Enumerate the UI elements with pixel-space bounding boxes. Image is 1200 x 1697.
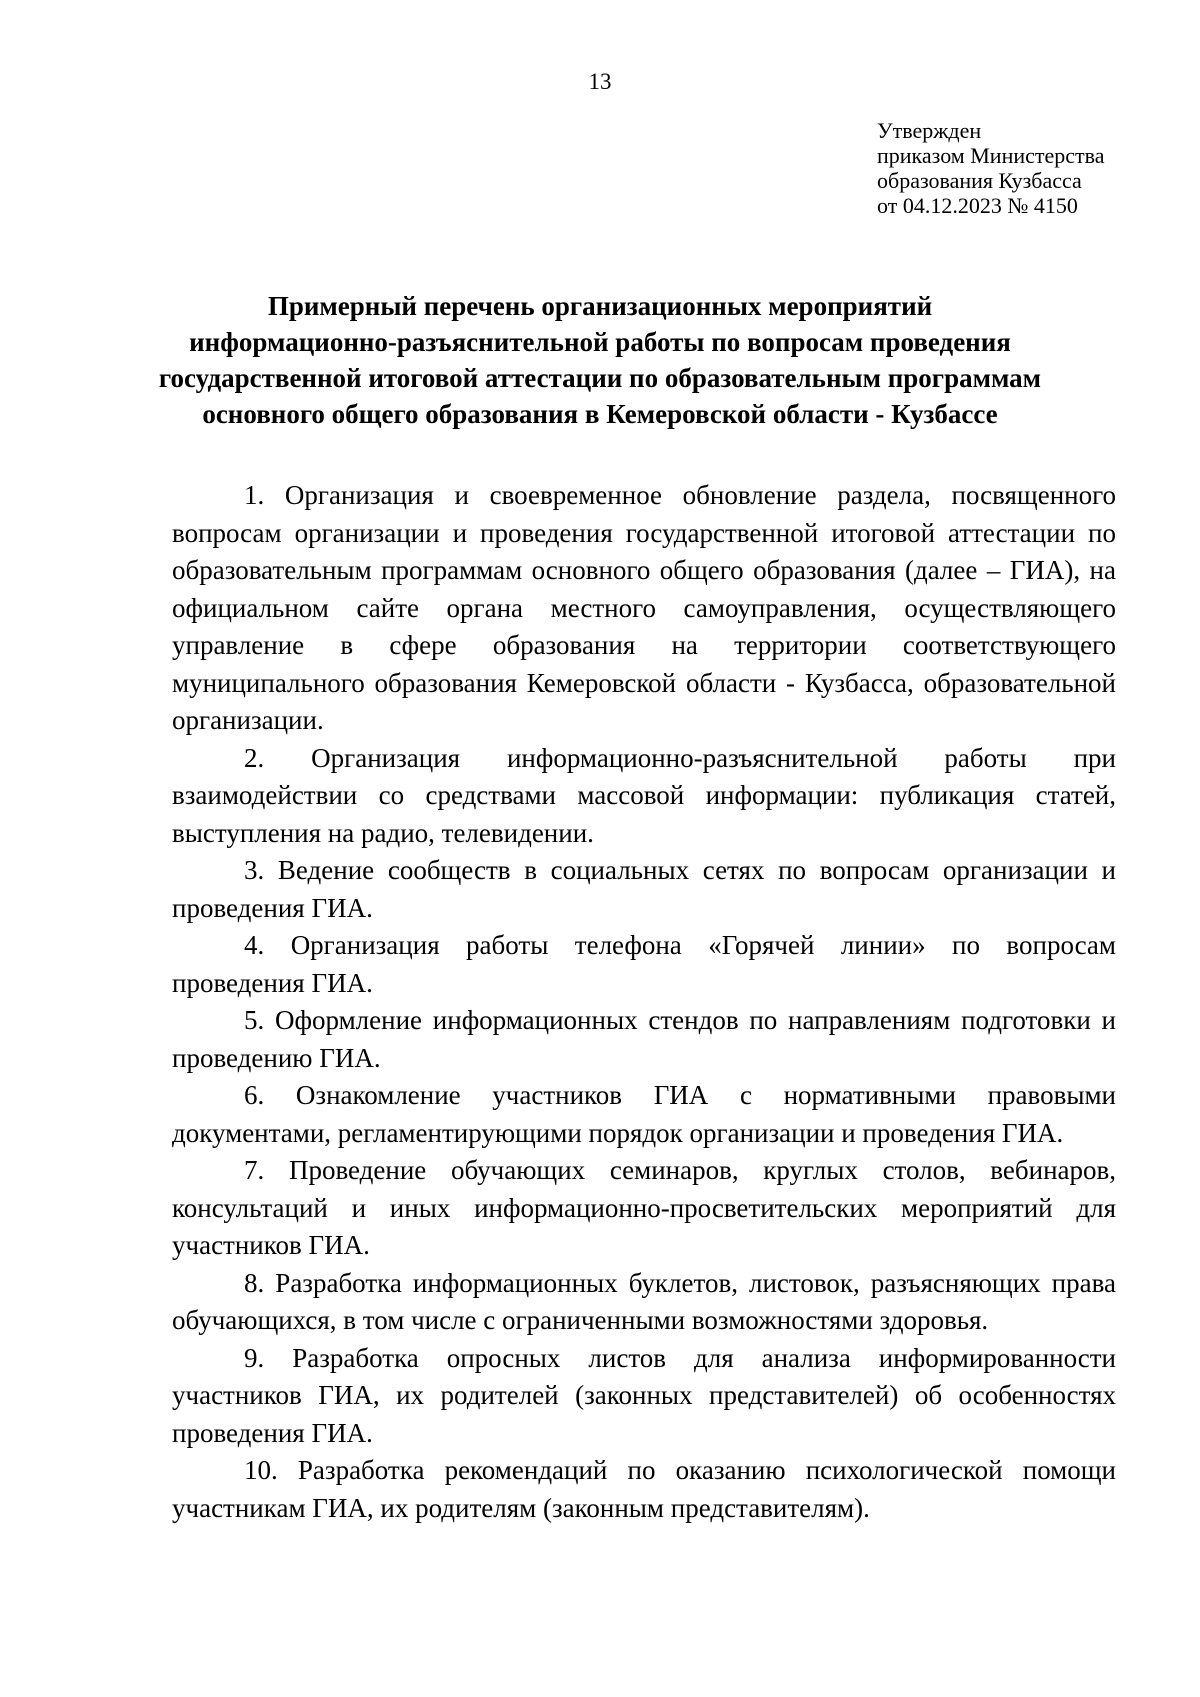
- title-line: государственной итоговой аттестации по образовательным программам: [158, 363, 1042, 393]
- list-item: [172, 1265, 1116, 1340]
- title-line: информационно-разъяснительной работы по вопросам проведения: [189, 327, 1011, 357]
- list-item: [172, 927, 1116, 1002]
- item-number: 8.: [244, 1267, 265, 1298]
- item-text: Ведение сообществ в социальных сетях по вопросам организации и проведения ГИА.: [172, 855, 1117, 923]
- item-text: Организация работы телефона «Горячей линии» по вопросам проведения ГИА.: [172, 930, 1116, 998]
- item-text: Разработка рекомендаций по оказанию психологической помощи участникам ГИА, их родителям (законным представителям).: [172, 1455, 1117, 1523]
- item-number: 1.: [244, 480, 265, 510]
- item-text: Разработка опросных листов для анализа информированности участников ГИА, их родителей (законных представителей) об особенностях проведения ГИА.: [172, 1342, 1117, 1448]
- item-number: 3.: [244, 855, 265, 885]
- item-text: Разработка информационных буклетов, листовок, разъясняющих права обучающихся, в том числе с ограниченными возможностями здоровья.: [172, 1267, 1116, 1335]
- title-line: основного общего образования в Кемеровской области - Кузбассе: [202, 399, 998, 429]
- item-number: 5.: [244, 1005, 265, 1035]
- item-number: 2.: [244, 742, 265, 773]
- list-item: [172, 1152, 1116, 1265]
- list-item: [172, 1002, 1116, 1077]
- item-text: Оформление информационных стендов по направлениям подготовки и проведению ГИА.: [172, 1005, 1116, 1073]
- title-line: Примерный перечень организационных мероприятий: [267, 291, 933, 321]
- item-text: Ознакомление участников ГИА с нормативными правовыми документами, регламентирующими порядок организации и проведения ГИА.: [172, 1080, 1117, 1148]
- list-item: [172, 1077, 1116, 1152]
- page-number: 13: [588, 69, 612, 94]
- approval-line: от 04.12.2023 № 4150: [877, 193, 1078, 218]
- item-number: 9.: [244, 1342, 265, 1373]
- item-number: 10.: [244, 1455, 278, 1485]
- item-number: 4.: [244, 930, 265, 960]
- list-item: [172, 852, 1116, 927]
- document-body: [172, 477, 1116, 1527]
- item-text: Проведение обучающих семинаров, круглых столов, вебинаров, консультаций и иных информационно-просветительских мероприятий для участников ГИА.: [172, 1155, 1116, 1260]
- approval-stamp-block: [877, 118, 1177, 218]
- list-item: [172, 477, 1116, 740]
- list-item: [172, 1340, 1116, 1453]
- list-item: [172, 1452, 1116, 1527]
- document-title: [0, 288, 1200, 432]
- approval-line: приказом Министерства: [877, 143, 1105, 168]
- item-text: Организация и своевременное обновление раздела, посвященного вопросам организации и проведения государственной итоговой аттестации по образовательным программам основного общего образования (далее – ГИА), на официальном сайте органа местного самоуправления, осуществляющего управление в сфере образования на территории соответствующего муниципального образования Кемеровской области - Кузбасса, образовательной организации.: [172, 480, 1117, 735]
- item-number: 6.: [244, 1080, 265, 1110]
- item-number: 7.: [244, 1155, 265, 1185]
- list-item: [172, 740, 1116, 853]
- item-text: Организация информационно-разъяснительной работы при взаимодействии со средствами массовой информации: публикация статей, выступления на радио, телевидении.: [172, 742, 1117, 848]
- approval-line: Утвержден: [877, 118, 982, 143]
- approval-line: образования Кузбасса: [877, 168, 1082, 193]
